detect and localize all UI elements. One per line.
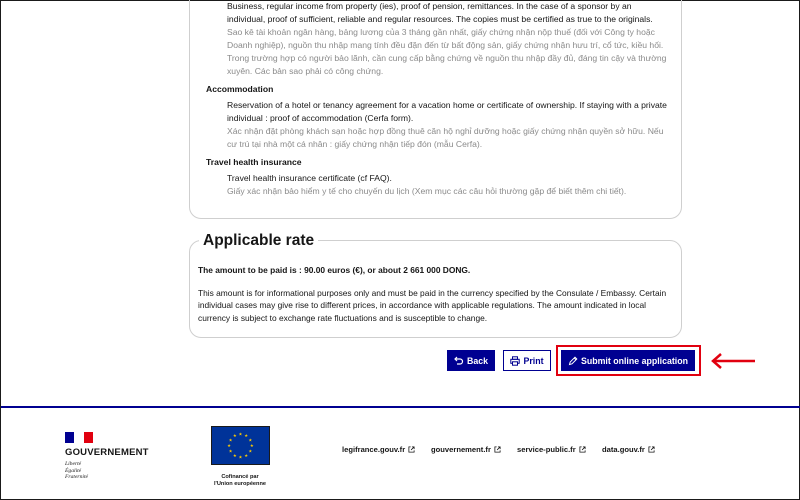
french-flag-icon — [65, 432, 93, 443]
eu-star: ★ — [232, 453, 237, 459]
eu-star: ★ — [243, 434, 248, 440]
footer-link-label: service-public.fr — [517, 445, 576, 454]
accommodation-text-vi: Xác nhận đặt phòng khách sạn hoặc hợp đồng thuê căn hộ nghỉ dưỡng hoặc giấy chứng nhận quyền sở hữu. Nếu cư trú tại nhà một cá nhân : giấy chứng nhận tiếp đón (mẫu Cerfa). — [227, 126, 664, 149]
eu-star: ★ — [228, 449, 233, 455]
eu-star: ★ — [247, 449, 252, 455]
motto-liberte: Liberté — [65, 461, 82, 467]
print-button[interactable] — [503, 350, 551, 371]
eu-caption — [207, 474, 273, 488]
submit-button-label: Submit online application — [580, 355, 689, 366]
eu-star: ★ — [228, 438, 233, 444]
accommodation-title: Accommodation — [206, 84, 274, 94]
footer-link-label: data.gouv.fr — [602, 445, 645, 454]
site-footer — [1, 406, 800, 500]
footer-link-legifrance[interactable] — [342, 445, 415, 454]
travel-insurance-text-vi: Giấy xác nhận bảo hiểm y tế cho chuyến du lịch (Xem mục các câu hỏi thường gặp để biết thêm chi tiết). — [227, 186, 627, 196]
eu-cofinance-logo — [207, 426, 273, 488]
resources-text-en: Business, regular income from property (ies), proof of pension, remittances. In the case of a sponsor by an individual, proof of sufficient, reliable and regular resources. The copies must be certified as true to the originals. — [227, 1, 653, 24]
republic-motto — [65, 461, 149, 481]
eu-caption-line1: Cofinancé par — [221, 474, 259, 480]
gov-name: GOUVERNEMENT — [65, 447, 149, 458]
back-button-label: Back — [466, 355, 489, 366]
eu-star: ★ — [232, 434, 237, 440]
back-arrow-icon — [454, 356, 464, 365]
eu-caption-line2: l'Union européenne — [214, 481, 266, 487]
applicable-rate-title: Applicable rate — [199, 232, 318, 250]
travel-insurance-title: Travel health insurance — [206, 157, 302, 167]
rate-amount: The amount to be paid is : 90.00 euros (€), or about 2 661 000 DONG. — [198, 265, 471, 275]
gouvernement-logo[interactable] — [65, 432, 149, 481]
external-link-icon — [494, 446, 501, 453]
footer-link-gouvernement[interactable] — [431, 445, 501, 454]
eu-star: ★ — [249, 444, 254, 450]
footer-link-service-public[interactable] — [517, 445, 586, 454]
required-documents-panel — [189, 0, 682, 219]
travel-insurance-text-en: Travel health insurance certificate (cf FAQ). — [227, 173, 392, 183]
applicable-rate-panel — [189, 232, 682, 338]
printer-icon — [510, 356, 520, 366]
red-arrow-icon — [710, 352, 756, 370]
eu-star: ★ — [226, 444, 231, 450]
eu-star: ★ — [247, 438, 252, 444]
accommodation-entry — [206, 99, 667, 151]
back-button[interactable] — [447, 350, 495, 371]
print-button-label: Print — [523, 355, 544, 366]
external-link-icon — [648, 446, 655, 453]
motto-fraternite: Fraternité — [65, 474, 88, 480]
eu-star: ★ — [238, 455, 242, 461]
travel-insurance-entry — [206, 172, 667, 198]
resources-entry — [206, 0, 667, 78]
eu-star: ★ — [243, 453, 248, 459]
footer-link-data-gouv[interactable] — [602, 445, 655, 454]
eu-flag-icon — [211, 426, 270, 465]
eu-star: ★ — [238, 432, 242, 438]
resources-text-vi: Sao kê tài khoản ngân hàng, bảng lương của 3 tháng gần nhất, giấy chứng nhận nộp thuế (đối với Công ty hoặc Doanh nghiệp), nguồn thu nhập mang tính đều đặn đến từ bất động sản, giấy chứng nhận hưu trí, cổ tức, kiều hối. Trong trường hợp có người bảo lãnh, cần cung cấp bằng chứng về nguồn thu nhập đầy đủ, đáng tin cậy và thường xuyên. Các bản sao phải có công chứng. — [227, 27, 667, 76]
motto-egalite: Égalité — [65, 467, 82, 474]
footer-link-label: legifrance.gouv.fr — [342, 445, 406, 454]
external-link-icon — [579, 446, 586, 453]
submit-highlight-box — [556, 345, 701, 376]
footer-link-label: gouvernement.fr — [431, 445, 491, 454]
accommodation-text-en: Reservation of a hotel or tenancy agreement for a vacation home or certificate of ownership. If staying with a private individual : proof of accommodation (Cerfa form). — [227, 100, 667, 123]
rate-note: This amount is for informational purposes only and must be paid in the currency specified by the Consulate / Embassy. Certain individual cases may give rise to different prices, in accordance with applicable regulations. The amount indicated in local currency is subject to exchange rate fluctuations and is susceptible to change. — [198, 287, 667, 323]
external-link-icon — [408, 446, 415, 453]
